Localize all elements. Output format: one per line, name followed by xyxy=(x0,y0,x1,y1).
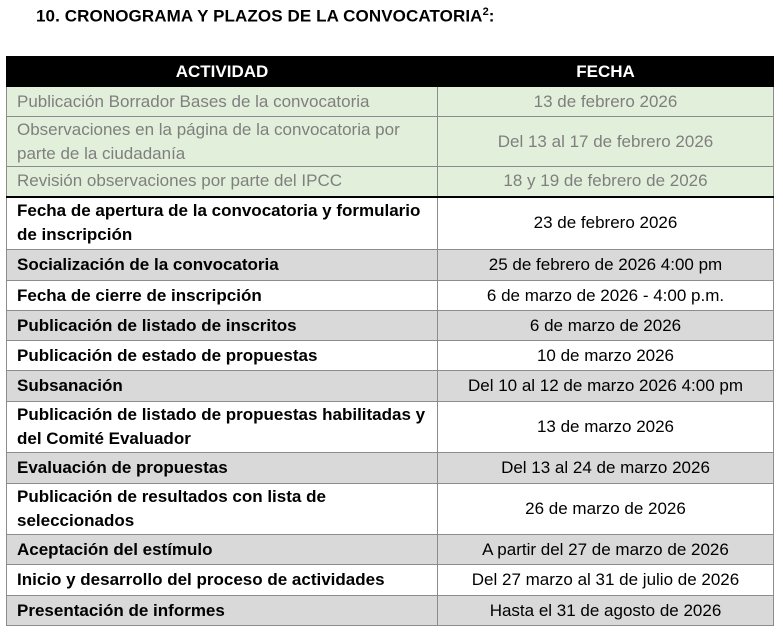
table-row xyxy=(7,250,774,281)
section-heading xyxy=(36,6,495,27)
activity-cell: Publicación Borrador Bases de la convocatoria xyxy=(7,87,438,117)
date-cell: 13 de marzo 2026 xyxy=(438,402,774,453)
date-cell: Del 10 al 12 de marzo 2026 4:00 pm xyxy=(438,371,774,402)
activity-cell: Fecha de cierre de inscripción xyxy=(7,281,438,311)
date-cell: Hasta el 31 de agosto de 2026 xyxy=(438,596,774,626)
date-cell: Del 13 al 17 de febrero 2026 xyxy=(438,117,774,167)
activity-cell: Publicación de listado de inscritos xyxy=(7,311,438,341)
table-row xyxy=(7,535,774,565)
activity-cell: Fecha de apertura de la convocatoria y formulario de inscripción xyxy=(7,197,438,250)
activity-cell: Evaluación de propuestas xyxy=(7,453,438,484)
date-cell: A partir del 27 de marzo de 2026 xyxy=(438,535,774,565)
activity-cell: Socialización de la convocatoria xyxy=(7,250,438,281)
table-row xyxy=(7,281,774,311)
activity-cell: Presentación de informes xyxy=(7,596,438,626)
table-row xyxy=(7,341,774,371)
table-row xyxy=(7,565,774,596)
table-row xyxy=(7,167,774,197)
activity-cell: Publicación de listado de propuestas habilitadas y del Comité Evaluador xyxy=(7,402,438,453)
date-cell: Del 13 al 24 de marzo 2026 xyxy=(438,453,774,484)
date-cell: 23 de febrero 2026 xyxy=(438,197,774,250)
date-cell: 10 de marzo 2026 xyxy=(438,341,774,371)
date-cell: 18 y 19 de febrero de 2026 xyxy=(438,167,774,197)
date-cell: 13 de febrero 2026 xyxy=(438,87,774,117)
activity-cell: Revisión observaciones por parte del IPCC xyxy=(7,167,438,197)
table-row xyxy=(7,87,774,117)
table-header-row xyxy=(7,57,774,87)
table-row xyxy=(7,402,774,453)
date-cell: 25 de febrero de 2026 4:00 pm xyxy=(438,250,774,281)
date-cell: 6 de marzo de 2026 - 4:00 p.m. xyxy=(438,281,774,311)
date-cell: 6 de marzo de 2026 xyxy=(438,311,774,341)
header-date: FECHA xyxy=(438,57,774,87)
table-row xyxy=(7,371,774,402)
date-cell: Del 27 marzo al 31 de julio de 2026 xyxy=(438,565,774,596)
table-row xyxy=(7,596,774,626)
section-title-suffix: : xyxy=(488,6,495,26)
table-row xyxy=(7,197,774,250)
activity-cell: Aceptación del estímulo xyxy=(7,535,438,565)
schedule-table xyxy=(6,56,774,626)
table-row xyxy=(7,453,774,484)
activity-cell: Observaciones en la página de la convocatoria por parte de la ciudadanía xyxy=(7,117,438,167)
activity-cell: Subsanación xyxy=(7,371,438,402)
table-row xyxy=(7,484,774,535)
section-title: 10. CRONOGRAMA Y PLAZOS DE LA CONVOCATORIA xyxy=(36,6,483,26)
activity-cell: Publicación de estado de propuestas xyxy=(7,341,438,371)
footnote-marker[interactable]: 2 xyxy=(482,6,489,18)
activity-cell: Inicio y desarrollo del proceso de actividades xyxy=(7,565,438,596)
header-activity: ACTIVIDAD xyxy=(7,57,438,87)
table-row xyxy=(7,117,774,167)
activity-cell: Publicación de resultados con lista de seleccionados xyxy=(7,484,438,535)
table-row xyxy=(7,311,774,341)
date-cell: 26 de marzo de 2026 xyxy=(438,484,774,535)
